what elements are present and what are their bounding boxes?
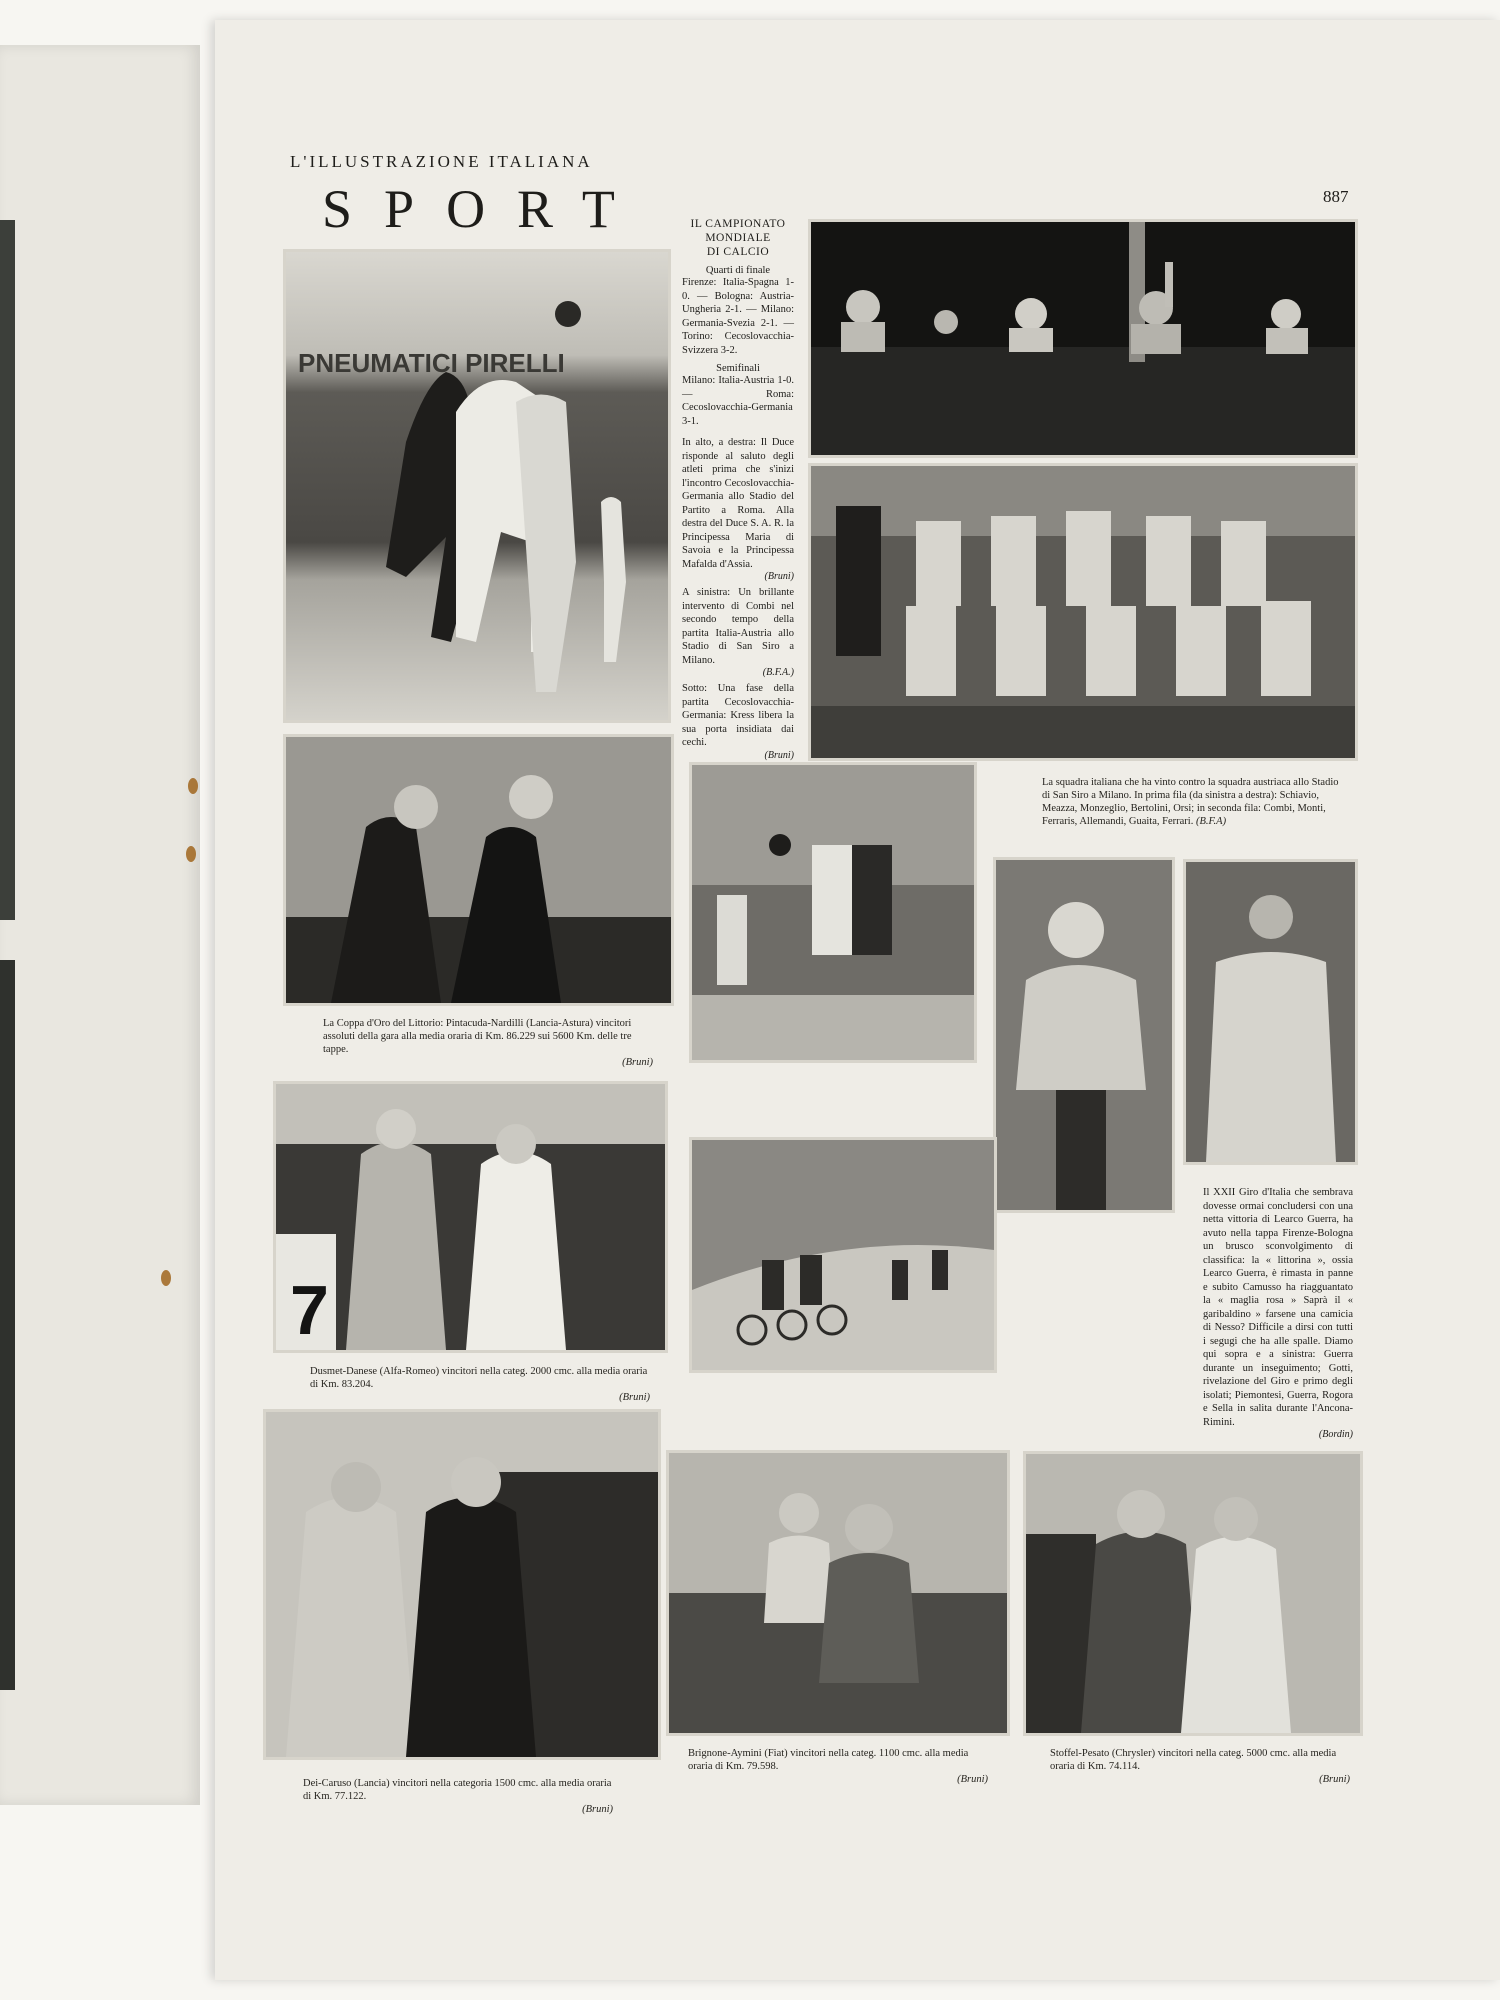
photo-stoffel-pesato [1023, 1451, 1363, 1736]
caption-coppa: La Coppa d'Oro del Littorio: Pintacuda-Nardilli (Lancia-Astura) vincitori assoluti della gara alla media oraria di Km. 86.229 sui 5600 Km. delle tre tappe. (Bruni) [323, 1018, 653, 1068]
car-number: 7 [290, 1271, 329, 1349]
sidebar-heading: IL CAMPIONATO MONDIALE DI CALCIO [690, 218, 786, 258]
photo-coppa-winners [283, 734, 674, 1006]
quarterfinals-results: Firenze: Italia-Spagna 1-0. — Bologna: Austria-Ungheria 2-1. — Milano: Germania-Svezia 2-1. — Torino: Cecoslovacchia-Svizzera 3-2. [682, 277, 794, 356]
note-above: In alto, a destra: Il Duce risponde al saluto degli atleti prima che s'inizi l'incontro Cecoslovacchia-Germania allo Stadio del Partito a Roma. Alla destra del Duce S. A. R. la Principessa Maria di Savoia e la Principessa Mafalda d'Assia. [682, 437, 794, 570]
rust-stain [188, 778, 198, 794]
caption-dusmet: Dusmet-Danese (Alfa-Romeo) vincitori nella categ. 2000 cmc. alla media oraria di Km. 83.204. (Bruni) [310, 1366, 650, 1403]
caption-giro-credit: (Bordin) [1318, 1429, 1353, 1440]
note-left-credit: (B.F.A.) [762, 667, 794, 678]
previous-page-photo [0, 960, 15, 1690]
photo-brignone-aymini [666, 1450, 1010, 1736]
photo-goalkeeper-save [283, 249, 671, 723]
note-above-credit: (Bruni) [764, 571, 794, 582]
caption-brignone: Brignone-Aymini (Fiat) vincitori nella categ. 1100 cmc. alla media oraria di Km. 79.598. (Bruni) [688, 1748, 988, 1785]
note-below: Sotto: Una fase della partita Cecoslovacchia-Germania: Kress libera la sua porta insidiata dai cechi. [682, 683, 794, 748]
semifinals-title: Semifinali [716, 363, 760, 374]
sidebar-column [682, 217, 794, 761]
page-number: 887 [1323, 187, 1349, 206]
quarterfinals-title: Quarti di finale [705, 265, 771, 276]
photo-match-action [689, 762, 977, 1063]
stadium-banner: PNEUMATICI PIRELLI [298, 348, 565, 378]
rust-stain [161, 1270, 171, 1286]
note-left: A sinistra: Un brillante intervento di Combi nel secondo tempo della partita Italia-Austria allo Stadio di San Siro a Milano. [682, 587, 794, 666]
rust-stain [186, 846, 196, 862]
previous-page-photo [0, 220, 15, 920]
photo-duce-stands [808, 219, 1358, 458]
photo-italian-team [808, 463, 1358, 761]
photo-dusmet-danese [273, 1081, 668, 1353]
section-title: SPORT [322, 179, 647, 239]
photo-cyclist-guerra [993, 857, 1175, 1213]
semifinals-results: Milano: Italia-Austria 1-0. — Roma: Cecoslovacchia-Germania 3-1. [682, 375, 794, 427]
giro-column [1203, 1186, 1353, 1440]
photo-cyclists-climb [689, 1137, 997, 1373]
note-below-credit: (Bruni) [764, 749, 794, 761]
caption-stoffel: Stoffel-Pesato (Chrysler) vincitori nella categ. 5000 cmc. alla media oraria di Km. 74.114. (Bruni) [1050, 1748, 1350, 1785]
caption-team: La squadra italiana che ha vinto contro la squadra austriaca allo Stadio di San Siro a Milano. In prima fila (da sinistra a destra): Schiavio, Meazza, Monzeglio, Bertolini, Orsi; in seconda fila: Combi, Monti, Ferraris, Allemandi, Guaita, Ferrari. (B.F.A) [1042, 777, 1339, 827]
caption-giro: Il XXII Giro d'Italia che sembrava dovesse ormai concludersi con una netta vittoria di Learco Guerra, ha avuto nella tappa Firenze-Bologna un brusco sconvolgimento di classifica: la « littorina », ossia Learco Guerra, è rimasta in panne e subito Camusso ha riagguantato la « maglia rosa » Saprà il « garibaldino » farsene una camicia di Nesso? Difficile a dirsi con tutti i segugi che ha alle spalle. Diamo qui sopra e a sinistra: Guerra durante un inseguimento; Gotti, rivelazione del Giro e primo degli isolati; Piemontesi, Guerra, Rogora e Sella in salita durante l'Ancona-Rimini. [1203, 1187, 1353, 1428]
caption-team-credit: (B.F.A) [1195, 816, 1227, 827]
caption-deicaruso: Dei-Caruso (Lancia) vincitori nella categoria 1500 cmc. alla media oraria di Km. 77.122. (Bruni) [303, 1778, 613, 1815]
running-head: L'ILLUSTRAZIONE ITALIANA [290, 152, 593, 171]
photo-cyclist-gotti [1183, 859, 1358, 1165]
photo-dei-caruso [263, 1409, 661, 1760]
previous-page [0, 45, 200, 1805]
